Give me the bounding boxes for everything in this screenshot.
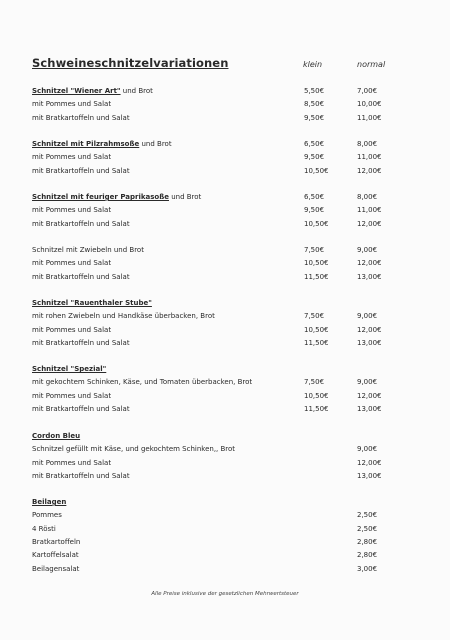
- price-normal: 9,00€: [357, 378, 378, 387]
- group-title-label: [32, 244, 144, 256]
- price-klein: 10,50€: [304, 219, 329, 228]
- price-klein: 10,50€: [304, 259, 329, 268]
- group-title-rest: Schnitzel mit Zwiebeln und Brot: [32, 246, 144, 254]
- price-normal: 12,00€: [357, 325, 382, 334]
- menu-item: [32, 151, 432, 163]
- footer-note: Alle Preise inklusive der gesetzlichen Mehrwertsteuer: [151, 591, 299, 597]
- group-title-bold: Schnitzel mit Pilzrahmsoße: [32, 140, 140, 148]
- menu-item: [32, 443, 432, 455]
- price-normal: 13,00€: [357, 272, 382, 281]
- group-title-label: [32, 430, 80, 442]
- menu-item-label: Bratkartoffeln: [32, 537, 81, 546]
- price-normal: 12,00€: [357, 391, 382, 400]
- price-klein: 9,50€: [304, 206, 325, 215]
- menu-item: [32, 271, 432, 283]
- price-klein: 10,50€: [304, 325, 329, 334]
- price-klein: 5,50€: [304, 87, 325, 95]
- group-title: [32, 297, 432, 309]
- menu-item: [32, 563, 432, 575]
- price-klein: 7,50€: [304, 312, 325, 321]
- menu-item: [32, 403, 432, 415]
- menu-item: [32, 310, 432, 322]
- group-title-rest: und Brot: [139, 140, 172, 148]
- menu-item: [32, 390, 432, 402]
- menu-item-label: 4 Rösti: [32, 524, 56, 533]
- menu-item: [32, 536, 432, 548]
- group-title-bold: Schnitzel "Wiener Art": [32, 87, 121, 95]
- group-title-bold: Schnitzel mit feuriger Paprikasoße: [32, 193, 169, 201]
- menu-item: [32, 204, 432, 216]
- page-title: Schweineschnitzelvariationen: [32, 56, 229, 70]
- price-normal: 11,00€: [357, 153, 382, 162]
- price-klein: 6,50€: [304, 140, 325, 148]
- group-title-bold: Cordon Bleu: [32, 432, 81, 440]
- group-title-rest: und Brot: [120, 87, 153, 95]
- group-title-label: [32, 496, 66, 508]
- price-normal: 7,00€: [357, 87, 378, 95]
- price-normal: 12,00€: [357, 219, 382, 228]
- menu-item-label: Pommes: [32, 511, 62, 520]
- menu-item-label: mit rohen Zwiebeln und Handkäse überbacken, Brot: [32, 312, 215, 321]
- menu-item-label: mit Bratkartoffeln und Salat: [32, 219, 130, 228]
- group-title: [32, 85, 432, 97]
- price-klein: 8,50€: [304, 100, 325, 109]
- price-klein: 9,50€: [304, 153, 325, 162]
- group-title-label: [32, 297, 152, 309]
- price-normal: 8,00€: [357, 140, 378, 148]
- menu-item-label: mit Pommes und Salat: [32, 325, 112, 334]
- menu-item-label: mit Bratkartoffeln und Salat: [32, 338, 130, 347]
- menu-item: [32, 549, 432, 561]
- group-title: [32, 138, 432, 150]
- menu-item: [32, 165, 432, 177]
- menu-item: [32, 470, 432, 482]
- menu-item-label: mit Pommes und Salat: [32, 259, 112, 268]
- price-normal: 3,00€: [357, 564, 378, 573]
- price-normal: 13,00€: [357, 338, 382, 347]
- price-normal: 2,50€: [357, 524, 378, 533]
- menu-item: [32, 98, 432, 110]
- price-klein: 10,50€: [304, 391, 329, 400]
- price-normal: 11,00€: [357, 113, 382, 122]
- group-title: [32, 496, 432, 508]
- menu-item-label: mit gekochtem Schinken, Käse, und Tomaten überbacken, Brot: [32, 378, 253, 387]
- price-normal: 2,80€: [357, 537, 378, 546]
- menu-item: [32, 337, 432, 349]
- menu-item: [32, 257, 432, 269]
- menu-item-label: mit Pommes und Salat: [32, 206, 112, 215]
- price-normal: 10,00€: [357, 100, 382, 109]
- group-title: [32, 244, 432, 256]
- menu-item-label: mit Pommes und Salat: [32, 100, 112, 109]
- menu-item-label: mit Pommes und Salat: [32, 391, 112, 400]
- group-title-label: [32, 138, 172, 150]
- price-normal: 2,50€: [357, 511, 378, 520]
- group-title-bold: Schnitzel "Spezial": [32, 365, 107, 373]
- price-normal: 9,00€: [357, 445, 378, 454]
- column-header-normal: normal: [357, 60, 386, 69]
- price-klein: 10,50€: [304, 166, 329, 175]
- price-klein: 9,50€: [304, 113, 325, 122]
- price-normal: 9,00€: [357, 246, 378, 254]
- price-normal: 13,00€: [357, 404, 382, 413]
- menu-item-label: mit Bratkartoffeln und Salat: [32, 113, 130, 122]
- menu-item-label: mit Pommes und Salat: [32, 153, 112, 162]
- menu-item: [32, 509, 432, 521]
- group-title: [32, 430, 432, 442]
- price-klein: 7,50€: [304, 378, 325, 387]
- group-title-bold: Schnitzel "Rauenthaler Stube": [32, 299, 152, 307]
- menu-item: [32, 324, 432, 336]
- menu-item-label: Beilagensalat: [32, 564, 80, 573]
- menu-item-label: mit Bratkartoffeln und Salat: [32, 471, 130, 480]
- price-normal: 12,00€: [357, 259, 382, 268]
- price-normal: 8,00€: [357, 193, 378, 201]
- price-klein: 11,50€: [304, 338, 329, 347]
- menu-item-label: mit Bratkartoffeln und Salat: [32, 404, 130, 413]
- menu-item: [32, 112, 432, 124]
- group-title-label: [32, 191, 201, 203]
- menu-item-label: Schnitzel gefüllt mit Käse, und gekochtem Schinken,, Brot: [32, 445, 236, 454]
- group-title-bold: Beilagen: [32, 498, 67, 506]
- group-title-label: [32, 363, 106, 375]
- group-title-label: [32, 85, 153, 97]
- price-klein: 7,50€: [304, 246, 325, 254]
- price-normal: 2,80€: [357, 551, 378, 560]
- price-klein: 6,50€: [304, 193, 325, 201]
- menu-item-label: mit Bratkartoffeln und Salat: [32, 166, 130, 175]
- menu-item-label: Kartoffelsalat: [32, 551, 79, 560]
- price-klein: 11,50€: [304, 272, 329, 281]
- price-normal: 13,00€: [357, 471, 382, 480]
- column-header-klein: klein: [303, 60, 323, 69]
- price-normal: 12,00€: [357, 458, 382, 467]
- group-title: [32, 363, 432, 375]
- price-klein: 11,50€: [304, 404, 329, 413]
- price-normal: 11,00€: [357, 206, 382, 215]
- menu-item: [32, 457, 432, 469]
- group-title-rest: und Brot: [168, 193, 202, 201]
- menu-item: [32, 376, 432, 388]
- menu-item-label: mit Bratkartoffeln und Salat: [32, 272, 130, 281]
- menu-item: [32, 523, 432, 535]
- menu-item: [32, 218, 432, 230]
- group-title: [32, 191, 432, 203]
- price-normal: 9,00€: [357, 312, 378, 321]
- menu-item-label: mit Pommes und Salat: [32, 458, 112, 467]
- price-normal: 12,00€: [357, 166, 382, 175]
